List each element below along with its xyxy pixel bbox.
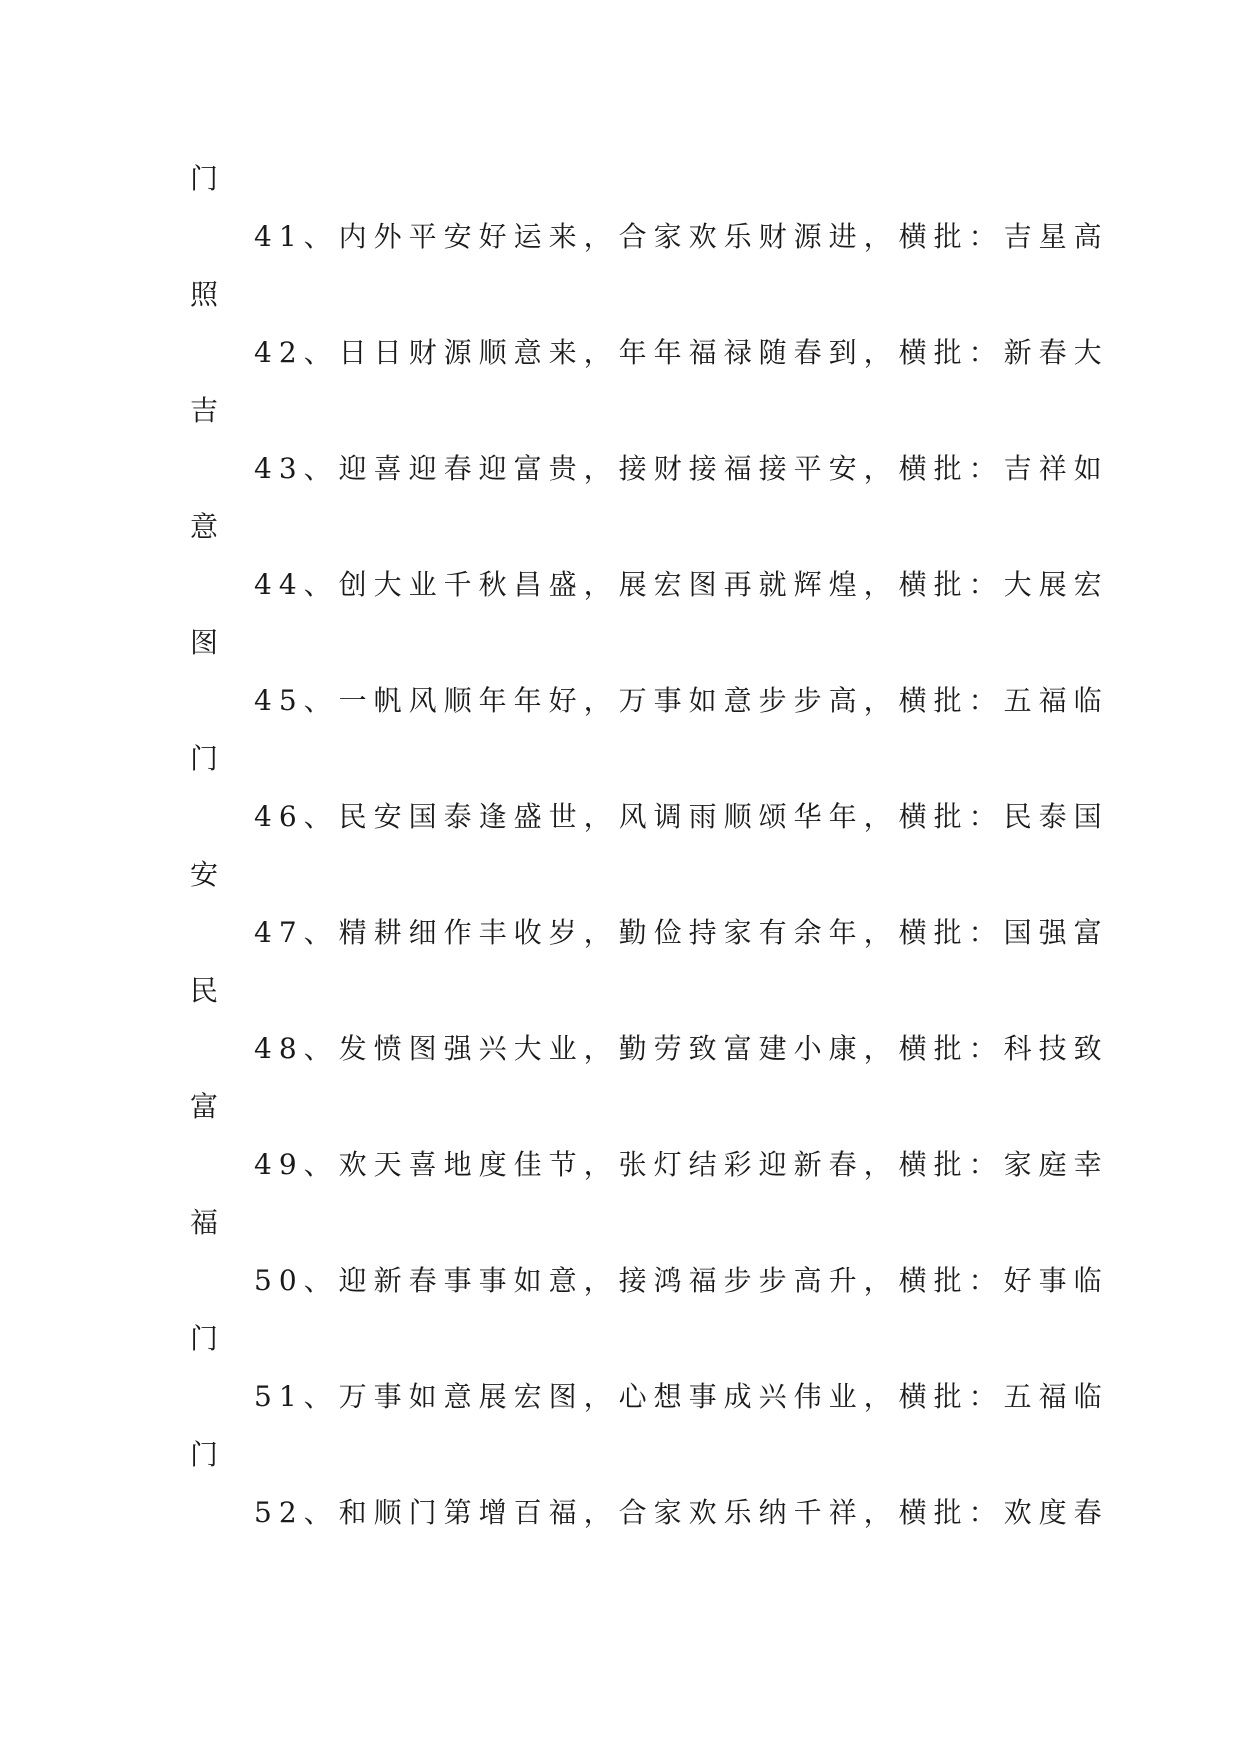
text-line: 福 — [190, 1206, 226, 1239]
text-line: 民 — [190, 974, 226, 1007]
couplet-line: 52、和顺门第增百福，合家欢乐纳千祥，横批：欢度春 — [254, 1496, 1109, 1529]
couplet-line: 43、迎喜迎春迎富贵，接财接福接平安，横批：吉祥如 — [254, 452, 1109, 485]
couplet-line: 44、创大业千秋昌盛，展宏图再就辉煌，横批：大展宏 — [254, 568, 1109, 601]
text-line: 照 — [190, 278, 226, 311]
couplet-line: 48、发愤图强兴大业，勤劳致富建小康，横批：科技致 — [254, 1032, 1109, 1065]
couplet-line: 50、迎新春事事如意，接鸿福步步高升，横批：好事临 — [254, 1264, 1109, 1297]
couplet-line: 46、民安国泰逢盛世，风调雨顺颂华年，横批：民泰国 — [254, 800, 1109, 833]
text-line: 门 — [190, 742, 226, 775]
text-line: 门 — [190, 1438, 226, 1471]
text-line: 门 — [190, 162, 226, 195]
text-line: 门 — [190, 1322, 226, 1355]
couplet-line: 45、一帆风顺年年好，万事如意步步高，横批：五福临 — [254, 684, 1109, 717]
text-line: 图 — [190, 626, 226, 659]
couplet-line: 42、日日财源顺意来，年年福禄随春到，横批：新春大 — [254, 336, 1109, 369]
text-line: 吉 — [190, 394, 226, 427]
text-line: 安 — [190, 858, 226, 891]
text-line: 意 — [190, 510, 226, 543]
document-body — [190, 150, 1109, 1542]
couplet-line: 51、万事如意展宏图，心想事成兴伟业，横批：五福临 — [254, 1380, 1109, 1413]
couplet-line: 41、内外平安好运来，合家欢乐财源进，横批：吉星高 — [254, 220, 1109, 253]
text-line: 富 — [190, 1090, 226, 1123]
couplet-line: 47、精耕细作丰收岁，勤俭持家有余年，横批：国强富 — [254, 916, 1109, 949]
couplet-line: 49、欢天喜地度佳节，张灯结彩迎新春，横批：家庭幸 — [254, 1148, 1109, 1181]
